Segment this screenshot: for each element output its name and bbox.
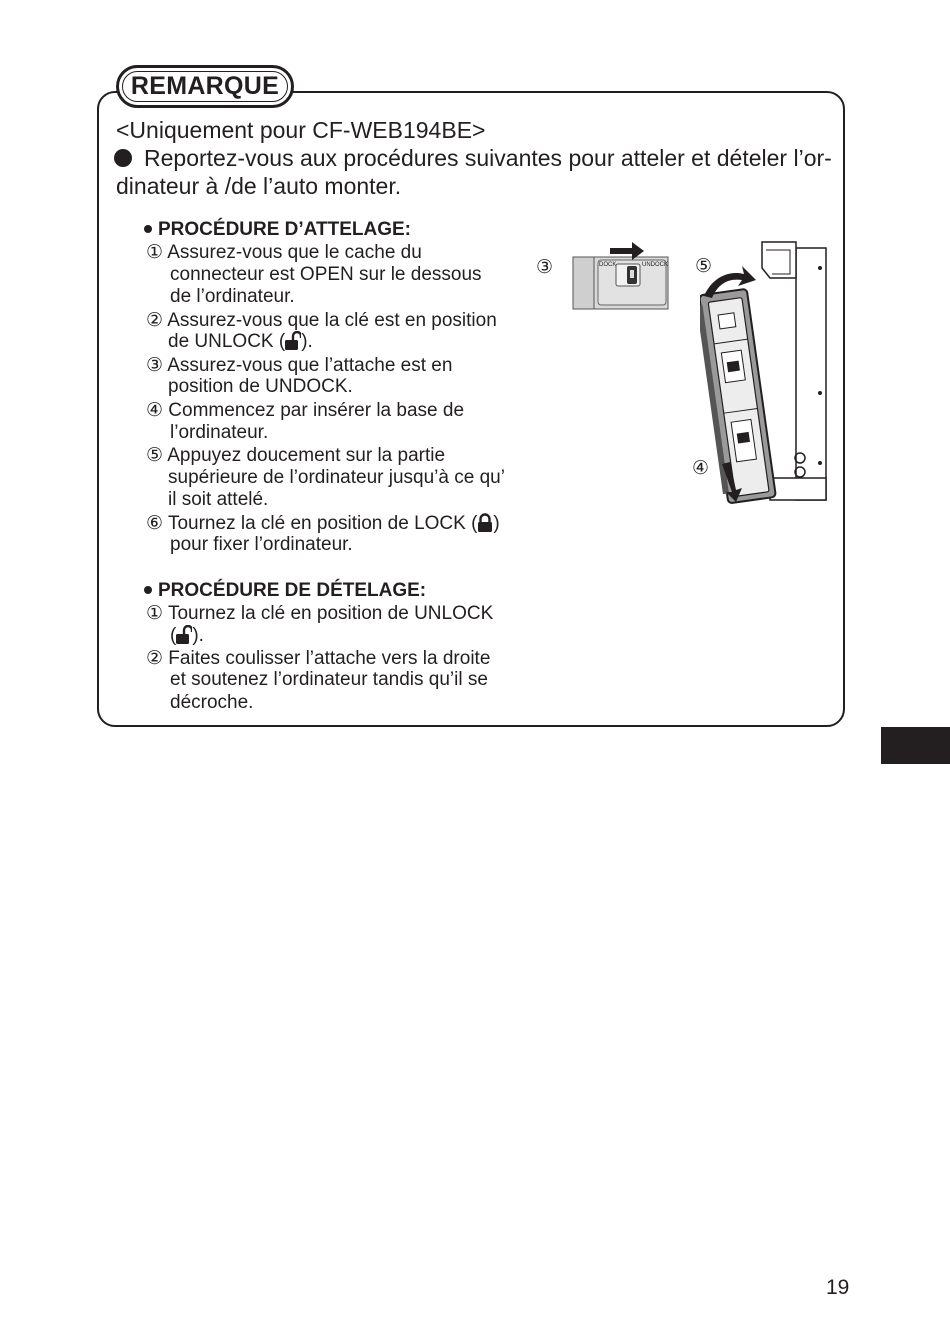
detach-line: ① Tournez la clé en position de UNLOCK — [146, 603, 494, 624]
section-tab — [881, 727, 950, 764]
detach-line: ② Faites coulisser l’attache vers la droite — [146, 648, 491, 669]
detach-line-unlock: ( ). — [170, 625, 204, 646]
note-title-tab — [116, 65, 294, 108]
unlock-padlock-icon — [176, 625, 192, 645]
note-title: REMARQUE — [122, 71, 288, 102]
note-subtitle: <Uniquement pour CF-WEB194BE> — [116, 117, 486, 143]
attach-line: de l’ordinateur. — [170, 286, 295, 307]
attach-line: ③ Assurez-vous que l’attache est en — [146, 355, 453, 376]
docking-illustration — [700, 238, 832, 510]
detach-line: et soutenez l’ordinateur tandis qu’il se — [170, 669, 488, 690]
dock-switch-illustration — [572, 240, 670, 312]
attach-line: position de UNDOCK. — [168, 376, 353, 397]
attach-line-lock: ⑥ Tournez la clé en position de LOCK ( ) — [146, 513, 500, 534]
bullet-icon — [114, 149, 132, 167]
page-number: 19 — [826, 1276, 850, 1299]
intro-line-1: Reportez-vous aux procédures suivantes pour atteler et dételer l’or- — [144, 145, 832, 171]
undock-label: UNDOCK — [642, 262, 669, 268]
attach-line: il soit attelé. — [168, 489, 269, 510]
attach-line: ① Assurez-vous que le cache du — [146, 242, 422, 263]
figure-marker-3: ③ — [536, 257, 554, 278]
figure-marker-4: ④ — [692, 458, 710, 479]
heading-bullet-icon — [144, 225, 152, 233]
detach-line: décroche. — [170, 692, 254, 713]
attach-line: l’ordinateur. — [170, 422, 269, 443]
intro-line-2: dinateur à /de l’auto monter. — [116, 173, 402, 199]
attach-line: ⑤ Appuyez doucement sur la partie — [146, 445, 446, 466]
unlock-padlock-icon — [285, 331, 301, 351]
figure-marker-5: ⑤ — [695, 256, 713, 277]
attach-line: ④ Commencez par insérer la base de — [146, 400, 465, 421]
detach-heading: PROCÉDURE DE DÉTELAGE: — [144, 580, 426, 602]
attach-line-unlock: de UNLOCK ( ). — [168, 331, 313, 352]
lock-padlock-icon — [477, 513, 493, 533]
attach-line: ② Assurez-vous que la clé est en position — [146, 310, 497, 331]
attach-heading: PROCÉDURE D’ATTELAGE: — [144, 219, 411, 241]
attach-line: pour fixer l’ordinateur. — [170, 534, 353, 555]
heading-bullet-icon — [144, 586, 152, 594]
attach-line: connecteur est OPEN sur le dessous — [170, 264, 482, 285]
dock-label: DOCK — [599, 262, 617, 268]
attach-line: supérieure de l’ordinateur jusqu’à ce qu’ — [168, 467, 505, 488]
